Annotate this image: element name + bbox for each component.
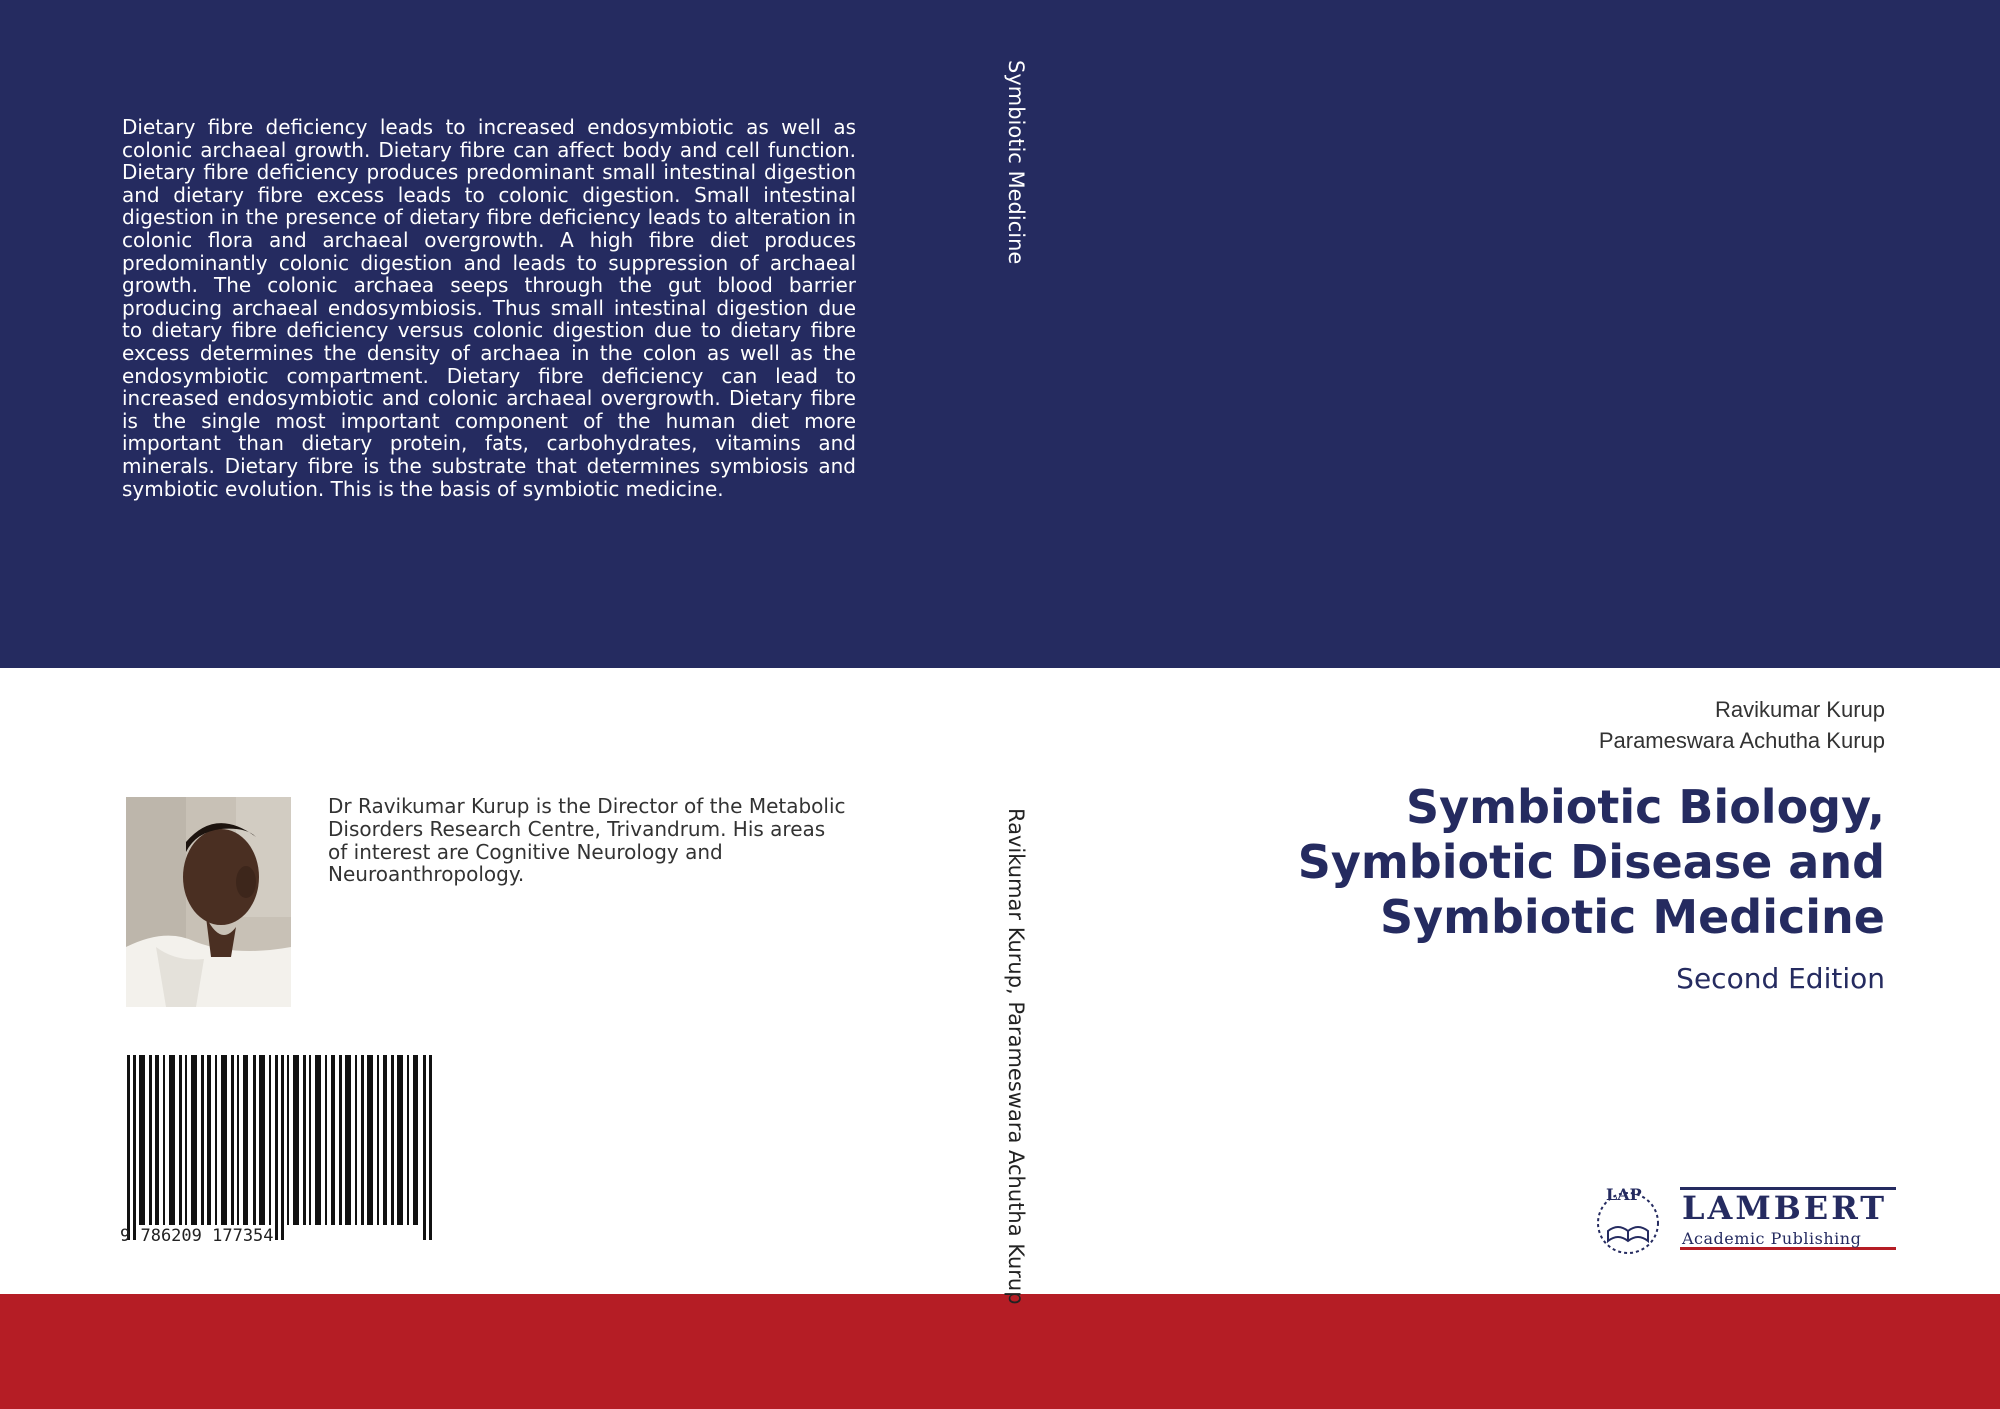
author-bio: Dr Ravikumar Kurup is the Director of the Metabolic Disorders Research Centre, Trivandrum. His areas of interest are Cognitive Neurology and Neuroanthropology. [328, 794, 846, 887]
title-line-3: Symbiotic Medicine [1379, 890, 1885, 944]
title-line-1: Symbiotic Biology, [1405, 780, 1885, 834]
back-cover-blurb: Dietary fibre deficiency leads to increased endosymbiotic as well as colonic archaeal growth. Dietary fibre can affect body and cell function. Dietary fibre deficiency produces predominant small intestinal digestion and dietary fibre excess leads to colonic digestion. Small intestinal digestion in the presence of dietary fibre deficiency leads to alteration in colonic flora and archaeal overgrowth. A high fibre diet produces predominantly colonic digestion and leads to suppression of archaeal growth. The colonic archaea seeps through the gut blood barrier producing archaeal endosymbiosis. Thus small intestinal digestion due to dietary fibre deficiency versus colonic digestion due to dietary fibre excess determines the density of archaea in the colon as well as the endosymbiotic compartment. Dietary fibre deficiency can lead to increased endosymbiotic and colonic archaeal overgrowth. Dietary fibre is the single most important component of the human diet more important than dietary protein, fats, carbohydrates, vitamins and minerals. Dietary fibre is the substrate that determines symbiosis and symbiotic evolution. This is the basis of symbiotic medicine. [122, 115, 856, 501]
spine-authors: Ravikumar Kurup, Parameswara Achutha Kurup [1004, 808, 1028, 1305]
author-1: Ravikumar Kurup [1715, 697, 1885, 722]
title-line-2: Symbiotic Disease and [1297, 835, 1885, 889]
publisher-name: LAMBERT [1682, 1189, 1888, 1227]
isbn-digits: 9 786209 177354 [120, 1226, 274, 1246]
bottom-red-band [0, 1294, 2000, 1409]
publisher-subtitle: Academic Publishing [1682, 1229, 1862, 1248]
spine-title: Symbiotic Medicine [1004, 60, 1028, 265]
book-title [1185, 780, 1885, 945]
front-authors [1599, 694, 1885, 756]
author-photo [126, 797, 291, 1007]
logo-lap-mark: LAP [1606, 1185, 1642, 1204]
isbn-barcode [127, 1055, 439, 1240]
author-2: Parameswara Achutha Kurup [1598, 728, 1885, 753]
edition-label: Second Edition [1676, 962, 1885, 995]
